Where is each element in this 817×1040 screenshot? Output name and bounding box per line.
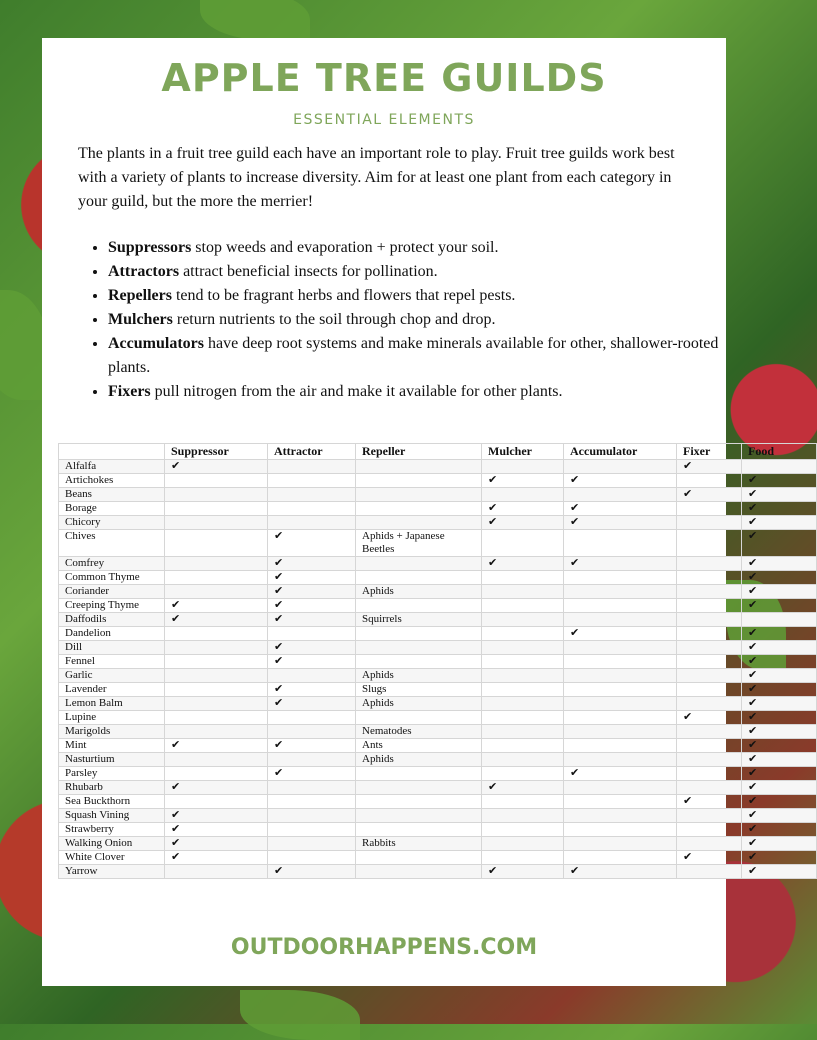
table-cell: ✔ [677, 851, 742, 865]
table-cell [677, 809, 742, 823]
table-cell: ✔ [268, 613, 356, 627]
table-row [59, 795, 817, 809]
table-cell: ✔ [742, 795, 817, 809]
table-cell [482, 655, 564, 669]
background-leaf [240, 990, 360, 1040]
table-cell: ✔ [165, 599, 268, 613]
table-cell [677, 557, 742, 571]
table-cell: ✔ [742, 488, 817, 502]
table-cell [564, 725, 677, 739]
column-header [59, 444, 165, 460]
column-header: Food [742, 444, 817, 460]
table-cell: ✔ [742, 781, 817, 795]
table-cell [268, 795, 356, 809]
table-cell [356, 851, 482, 865]
plant-name-cell: Borage [59, 502, 165, 516]
table-cell [677, 767, 742, 781]
table-cell [564, 641, 677, 655]
table-cell [356, 571, 482, 585]
table-cell [677, 641, 742, 655]
table-cell [268, 627, 356, 641]
table-cell: ✔ [268, 767, 356, 781]
table-cell: ✔ [165, 460, 268, 474]
table-cell [356, 557, 482, 571]
plant-name-cell: Common Thyme [59, 571, 165, 585]
table-cell [564, 711, 677, 725]
table-cell [564, 781, 677, 795]
table-cell [482, 585, 564, 599]
table-row [59, 585, 817, 599]
table-cell: ✔ [268, 655, 356, 669]
table-cell [482, 837, 564, 851]
table-cell [564, 460, 677, 474]
column-header: Suppressor [165, 444, 268, 460]
table-cell: Nematodes [356, 725, 482, 739]
site-footer: OUTDOORHAPPENS.COM [230, 935, 538, 960]
table-cell [356, 516, 482, 530]
table-cell: ✔ [742, 557, 817, 571]
table-cell: ✔ [742, 571, 817, 585]
table-cell: ✔ [742, 683, 817, 697]
table-cell: ✔ [268, 530, 356, 557]
plant-name-cell: White Clover [59, 851, 165, 865]
background-leaf [200, 0, 310, 40]
table-cell: ✔ [268, 641, 356, 655]
table-cell [564, 488, 677, 502]
table-cell [482, 725, 564, 739]
table-cell [564, 753, 677, 767]
table-cell [356, 781, 482, 795]
table-cell [165, 488, 268, 502]
table-cell: Ants [356, 739, 482, 753]
plant-name-cell: Mint [59, 739, 165, 753]
role-term: Repellers [108, 287, 172, 304]
table-cell [677, 613, 742, 627]
table-cell: ✔ [268, 683, 356, 697]
table-cell: ✔ [677, 488, 742, 502]
table-cell: ✔ [482, 516, 564, 530]
table-cell [482, 530, 564, 557]
table-cell: ✔ [564, 474, 677, 488]
table-cell: ✔ [482, 474, 564, 488]
table-cell [677, 516, 742, 530]
table-cell [268, 837, 356, 851]
table-row [59, 809, 817, 823]
table-cell: ✔ [165, 837, 268, 851]
table-row [59, 460, 817, 474]
table-row [59, 488, 817, 502]
table-row [59, 725, 817, 739]
table-cell: Squirrels [356, 613, 482, 627]
table-cell: ✔ [742, 809, 817, 823]
plant-name-cell: Daffodils [59, 613, 165, 627]
table-cell: ✔ [677, 460, 742, 474]
table-cell [564, 655, 677, 669]
plant-name-cell: Chives [59, 530, 165, 557]
table-cell: ✔ [742, 725, 817, 739]
plant-name-cell: Beans [59, 488, 165, 502]
table-cell: ✔ [482, 502, 564, 516]
table-row [59, 474, 817, 488]
table-cell [564, 599, 677, 613]
table-cell: ✔ [482, 865, 564, 879]
table-cell [165, 502, 268, 516]
plant-name-cell: Walking Onion [59, 837, 165, 851]
table-cell: ✔ [742, 502, 817, 516]
table-cell [564, 823, 677, 837]
table-cell [677, 697, 742, 711]
role-description: have deep root systems and make minerals available for other, shallower-rooted plants. [108, 335, 719, 376]
table-cell: Aphids [356, 753, 482, 767]
plant-name-cell: Lavender [59, 683, 165, 697]
table-cell [564, 809, 677, 823]
plant-table-wrapper [58, 443, 775, 879]
role-item [108, 308, 720, 332]
table-row [59, 711, 817, 725]
table-cell [268, 669, 356, 683]
plant-name-cell: Artichokes [59, 474, 165, 488]
table-row [59, 837, 817, 851]
table-cell: ✔ [268, 697, 356, 711]
table-cell [482, 697, 564, 711]
column-header: Attractor [268, 444, 356, 460]
table-cell [482, 627, 564, 641]
table-cell [356, 655, 482, 669]
table-cell [742, 613, 817, 627]
table-cell: ✔ [165, 809, 268, 823]
table-cell [564, 683, 677, 697]
table-cell [356, 502, 482, 516]
table-cell [482, 460, 564, 474]
role-term: Attractors [108, 263, 180, 280]
table-cell [356, 488, 482, 502]
table-cell: ✔ [677, 795, 742, 809]
table-cell: ✔ [742, 837, 817, 851]
table-cell: ✔ [564, 516, 677, 530]
table-row [59, 781, 817, 795]
column-header: Mulcher [482, 444, 564, 460]
role-description: return nutrients to the soil through chop and drop. [172, 311, 496, 328]
table-cell: Aphids [356, 697, 482, 711]
column-header: Fixer [677, 444, 742, 460]
table-cell: ✔ [564, 767, 677, 781]
table-cell: ✔ [742, 641, 817, 655]
table-cell [165, 753, 268, 767]
table-cell: Aphids [356, 585, 482, 599]
plant-name-cell: Garlic [59, 669, 165, 683]
table-cell [482, 613, 564, 627]
table-cell [677, 655, 742, 669]
table-row [59, 613, 817, 627]
table-cell [268, 753, 356, 767]
plant-name-cell: Rhubarb [59, 781, 165, 795]
guild-card [42, 38, 775, 986]
table-cell [677, 837, 742, 851]
table-cell: ✔ [482, 781, 564, 795]
table-cell [482, 823, 564, 837]
table-cell: ✔ [742, 516, 817, 530]
table-cell [564, 739, 677, 753]
table-cell: ✔ [165, 851, 268, 865]
table-cell [165, 767, 268, 781]
table-cell: ✔ [742, 711, 817, 725]
table-cell [165, 655, 268, 669]
table-cell [677, 585, 742, 599]
table-cell [482, 711, 564, 725]
page-title: APPLE TREE GUILDS [161, 56, 607, 100]
table-cell: ✔ [742, 599, 817, 613]
table-cell [482, 488, 564, 502]
table-cell: ✔ [742, 767, 817, 781]
plant-name-cell: Parsley [59, 767, 165, 781]
table-cell: Aphids + Japanese Beetles [356, 530, 482, 557]
plant-name-cell: Coriander [59, 585, 165, 599]
table-cell: ✔ [165, 781, 268, 795]
table-cell [268, 488, 356, 502]
table-cell [165, 474, 268, 488]
table-row [59, 865, 817, 879]
role-item [108, 260, 720, 284]
table-cell [677, 823, 742, 837]
table-cell [564, 530, 677, 557]
table-cell [677, 739, 742, 753]
table-cell [165, 711, 268, 725]
table-cell [677, 683, 742, 697]
table-cell [677, 599, 742, 613]
table-cell: ✔ [165, 739, 268, 753]
table-row [59, 627, 817, 641]
table-cell: ✔ [742, 627, 817, 641]
plant-name-cell: Comfrey [59, 557, 165, 571]
table-cell: ✔ [742, 655, 817, 669]
table-cell [482, 739, 564, 753]
table-cell [564, 795, 677, 809]
table-cell [482, 809, 564, 823]
table-cell [482, 599, 564, 613]
table-cell: ✔ [742, 585, 817, 599]
role-term: Accumulators [108, 335, 204, 352]
table-cell: ✔ [268, 557, 356, 571]
table-cell [165, 697, 268, 711]
table-cell [268, 823, 356, 837]
table-cell: ✔ [165, 613, 268, 627]
table-cell [677, 725, 742, 739]
table-cell [268, 851, 356, 865]
table-cell [356, 711, 482, 725]
table-cell [165, 585, 268, 599]
role-description: pull nitrogen from the air and make it available for other plants. [150, 383, 563, 400]
table-cell [677, 571, 742, 585]
role-item [108, 284, 720, 308]
intro-paragraph: The plants in a fruit tree guild each have an important role to play. Fruit tree guilds work best with a variety of plants to increase diversity. Aim for at least one plant from each category in your guild, but the more the merrier! [78, 145, 675, 210]
role-item [108, 332, 720, 380]
table-cell: ✔ [482, 557, 564, 571]
table-cell: ✔ [564, 557, 677, 571]
table-cell: Rabbits [356, 837, 482, 851]
table-row [59, 683, 817, 697]
table-cell [268, 711, 356, 725]
table-cell [165, 641, 268, 655]
table-row [59, 571, 817, 585]
table-cell [677, 502, 742, 516]
table-cell [564, 851, 677, 865]
table-cell [165, 683, 268, 697]
table-row [59, 669, 817, 683]
plant-name-cell: Strawberry [59, 823, 165, 837]
table-row [59, 502, 817, 516]
table-cell [356, 767, 482, 781]
table-cell [482, 767, 564, 781]
table-row [59, 851, 817, 865]
table-cell [268, 460, 356, 474]
role-description: tend to be fragrant herbs and flowers that repel pests. [171, 287, 516, 304]
column-header: Repeller [356, 444, 482, 460]
column-header: Accumulator [564, 444, 677, 460]
table-cell [165, 627, 268, 641]
role-term: Fixers [108, 383, 151, 400]
plant-name-cell: Sea Buckthorn [59, 795, 165, 809]
table-cell [482, 795, 564, 809]
table-cell [356, 795, 482, 809]
plant-name-cell: Nasturtium [59, 753, 165, 767]
table-cell [165, 865, 268, 879]
table-row [59, 767, 817, 781]
table-cell: ✔ [165, 823, 268, 837]
table-cell [165, 516, 268, 530]
table-cell: Aphids [356, 669, 482, 683]
table-cell: ✔ [564, 865, 677, 879]
table-cell [356, 809, 482, 823]
plant-name-cell: Marigolds [59, 725, 165, 739]
table-cell [677, 865, 742, 879]
table-cell: ✔ [268, 739, 356, 753]
plant-name-cell: Chicory [59, 516, 165, 530]
table-cell [564, 837, 677, 851]
table-cell [356, 823, 482, 837]
table-cell [482, 641, 564, 655]
roles-list [78, 236, 720, 404]
table-cell [356, 865, 482, 879]
table-cell [482, 683, 564, 697]
table-cell [564, 613, 677, 627]
plant-name-cell: Creeping Thyme [59, 599, 165, 613]
plant-name-cell: Lupine [59, 711, 165, 725]
role-term: Suppressors [108, 239, 192, 256]
table-cell: ✔ [742, 851, 817, 865]
role-description: attract beneficial insects for pollination. [179, 263, 438, 280]
role-item [108, 380, 720, 404]
table-cell: ✔ [564, 502, 677, 516]
plant-name-cell: Fennel [59, 655, 165, 669]
table-cell [677, 781, 742, 795]
table-row [59, 739, 817, 753]
table-cell [482, 851, 564, 865]
table-cell [482, 669, 564, 683]
table-cell: ✔ [742, 530, 817, 557]
table-body [59, 460, 817, 879]
table-cell [356, 599, 482, 613]
plant-name-cell: Dill [59, 641, 165, 655]
table-cell [165, 795, 268, 809]
table-cell [165, 557, 268, 571]
table-row [59, 530, 817, 557]
table-cell [268, 516, 356, 530]
table-cell [564, 697, 677, 711]
table-row [59, 823, 817, 837]
role-item [108, 236, 720, 260]
table-row [59, 516, 817, 530]
table-cell: ✔ [742, 823, 817, 837]
table-cell [268, 474, 356, 488]
plant-name-cell: Lemon Balm [59, 697, 165, 711]
table-cell [165, 530, 268, 557]
table-row [59, 655, 817, 669]
role-description: stop weeds and evaporation + protect your soil. [191, 239, 499, 256]
table-cell: ✔ [677, 711, 742, 725]
table-cell [482, 753, 564, 767]
table-cell [482, 571, 564, 585]
table-cell [564, 585, 677, 599]
table-cell [677, 669, 742, 683]
plant-table [58, 443, 817, 879]
plant-name-cell: Alfalfa [59, 460, 165, 474]
table-header-row [59, 444, 817, 460]
table-cell [356, 641, 482, 655]
table-row [59, 557, 817, 571]
table-cell [677, 627, 742, 641]
table-cell: ✔ [742, 739, 817, 753]
table-cell: Slugs [356, 683, 482, 697]
table-cell: ✔ [268, 585, 356, 599]
table-row [59, 641, 817, 655]
table-cell [356, 474, 482, 488]
table-cell [165, 669, 268, 683]
table-cell [564, 669, 677, 683]
plant-name-cell: Dandelion [59, 627, 165, 641]
table-row [59, 753, 817, 767]
table-cell [268, 502, 356, 516]
table-row [59, 599, 817, 613]
plant-name-cell: Yarrow [59, 865, 165, 879]
table-cell [268, 781, 356, 795]
page-subtitle: ESSENTIAL ELEMENTS [293, 112, 475, 128]
table-cell [268, 725, 356, 739]
plant-name-cell: Squash Vining [59, 809, 165, 823]
table-cell [677, 753, 742, 767]
table-cell: ✔ [268, 865, 356, 879]
table-cell: ✔ [742, 697, 817, 711]
table-cell: ✔ [268, 599, 356, 613]
table-cell [165, 571, 268, 585]
table-cell [356, 460, 482, 474]
table-cell: ✔ [268, 571, 356, 585]
table-cell [356, 627, 482, 641]
table-cell: ✔ [742, 474, 817, 488]
table-cell [677, 530, 742, 557]
table-cell [564, 571, 677, 585]
table-cell: ✔ [564, 627, 677, 641]
table-cell: ✔ [742, 669, 817, 683]
table-cell [677, 474, 742, 488]
table-cell: ✔ [742, 753, 817, 767]
role-term: Mulchers [108, 311, 173, 328]
table-cell [742, 460, 817, 474]
table-cell [165, 725, 268, 739]
table-cell [268, 809, 356, 823]
table-row [59, 697, 817, 711]
table-cell: ✔ [742, 865, 817, 879]
